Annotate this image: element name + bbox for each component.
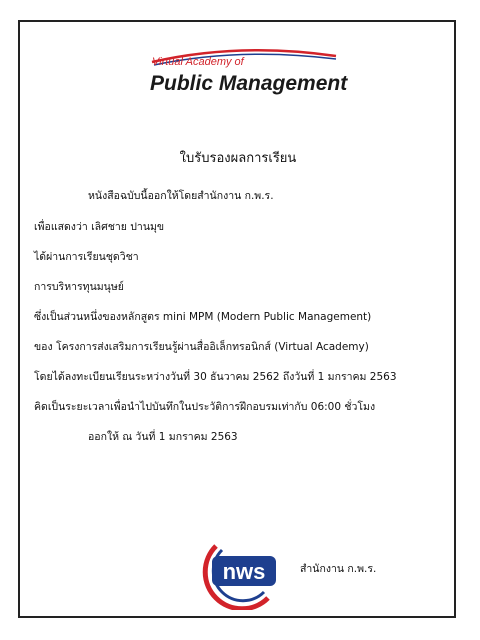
program-line: ซึ่งเป็นส่วนหนึ่งของหลักสูตร mini MPM (Modern Public Management) [34,311,372,323]
passed-line: ได้ผ่านการเรียนชุดวิชา [34,251,139,263]
project-line: ของ โครงการส่งเสริมการเรียนรู้ผ่านสื่ออิเล็กทรอนิกส์ (Virtual Academy) [34,341,369,353]
document-title: ใบรับรองผลการเรียน [179,151,297,166]
logo-title: Public Management [150,72,348,95]
issued-by-line: หนังสือฉบับนี้ออกให้โดยสำนักงาน ก.พ.ร. [88,190,274,202]
issue-date-line: ออกให้ ณ วันที่ 1 มกราคม 2563 [88,431,238,443]
logo-subtitle: Virtual Academy of [152,56,244,68]
seal-text: nws [222,559,266,584]
signature-org: สำนักงาน ก.พ.ร. [300,563,377,575]
enroll-line: โดยได้ลงทะเบียนเรียนระหว่างวันที่ 30 ธันวาคม 2562 ถึงวันที่ 1 มกราคม 2563 [34,371,397,383]
opdc-seal-icon [198,532,284,610]
vapm-logo [150,48,348,118]
hours-line: คิดเป็นระยะเวลาเพื่อนำไปบันทึกในประวัติการฝึกอบรมเท่ากับ 06:00 ชั่วโมง [34,401,376,413]
certify-line: เพื่อแสดงว่า เลิศชาย ปานมุข [34,221,165,233]
course-name: การบริหารทุนมนุษย์ [34,281,124,293]
